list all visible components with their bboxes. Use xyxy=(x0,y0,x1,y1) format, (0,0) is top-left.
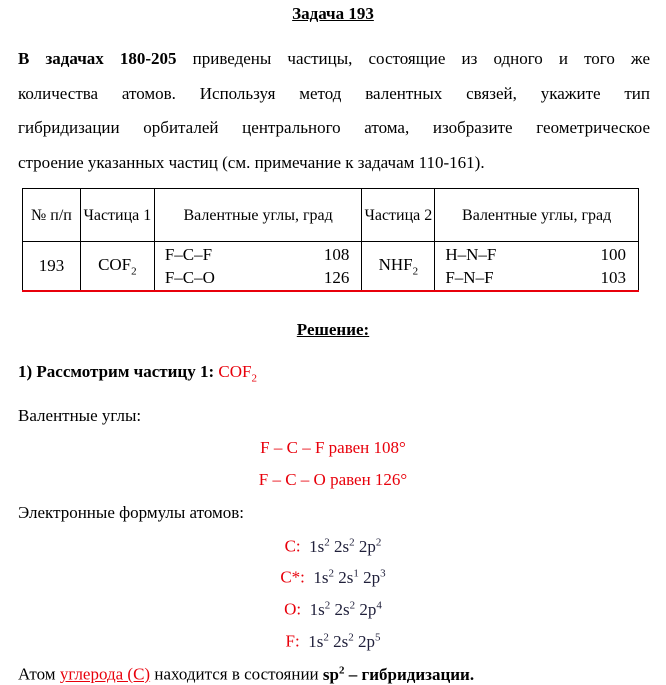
table-header-row xyxy=(23,189,639,242)
table-row xyxy=(23,242,639,291)
header-angles2: Валентные углы, град xyxy=(435,189,639,242)
task-title: Задача 193 xyxy=(292,4,374,23)
step1-heading: 1) Рассмотрим частицу 1: $COF_2$ xyxy=(18,362,257,385)
cell-particle1: $COF_2$ xyxy=(80,242,154,291)
statement-line: строение указанных частиц (см. примечание к задачам 110-161). xyxy=(18,152,485,172)
header-num: № п/п xyxy=(23,189,81,242)
formula-line: C: $1s^2$ $2s^2$ $2p^2$ xyxy=(284,536,382,556)
cell-num: 193 xyxy=(23,242,81,291)
header-angles1: Валентные углы, град xyxy=(154,189,362,242)
angle-line: F – C – O равен 126° xyxy=(258,470,408,489)
task-table xyxy=(22,188,639,291)
statement-line: гибридизации орбиталей центрального атома, изобразите геометрическое xyxy=(18,118,650,137)
task-statement xyxy=(18,42,650,180)
cell-particle2: $NHF_2$ xyxy=(362,242,435,291)
hybridization-line: Атом углерода (С) находится в состоянии $sp^2$ – гибридизации. xyxy=(18,664,475,684)
cell-angles2: H–N–F 100 F–N–F 103 xyxy=(435,242,639,291)
angle-line: F – C – F равен 108° xyxy=(260,438,406,457)
cell-angles1: F–C–F 108 F–C–O 126 xyxy=(154,242,362,291)
formula-line: C*: $1s^2$ $2s^1$ $2p^3$ xyxy=(280,567,386,587)
header-particle2: Частица 2 xyxy=(362,189,435,242)
statement-line: В задачах 180-205 приведены частицы, состоящие из одного и того же xyxy=(18,49,650,68)
solution-title: Решение: xyxy=(296,320,370,339)
formula-line: O: $1s^2$ $2s^2$ $2p^4$ xyxy=(284,599,382,619)
header-particle1: Частица 1 xyxy=(80,189,154,242)
statement-line: количества атомов. Используя метод валентных связей, укажите тип xyxy=(18,83,650,103)
table-bottom-red-line xyxy=(22,290,639,292)
formulas-heading: Электронные формулы атомов: xyxy=(18,503,245,522)
angles-heading: Валентные углы: xyxy=(18,406,142,425)
formula-line: F: $1s^2$ $2s^2$ $2p^5$ xyxy=(285,631,381,651)
